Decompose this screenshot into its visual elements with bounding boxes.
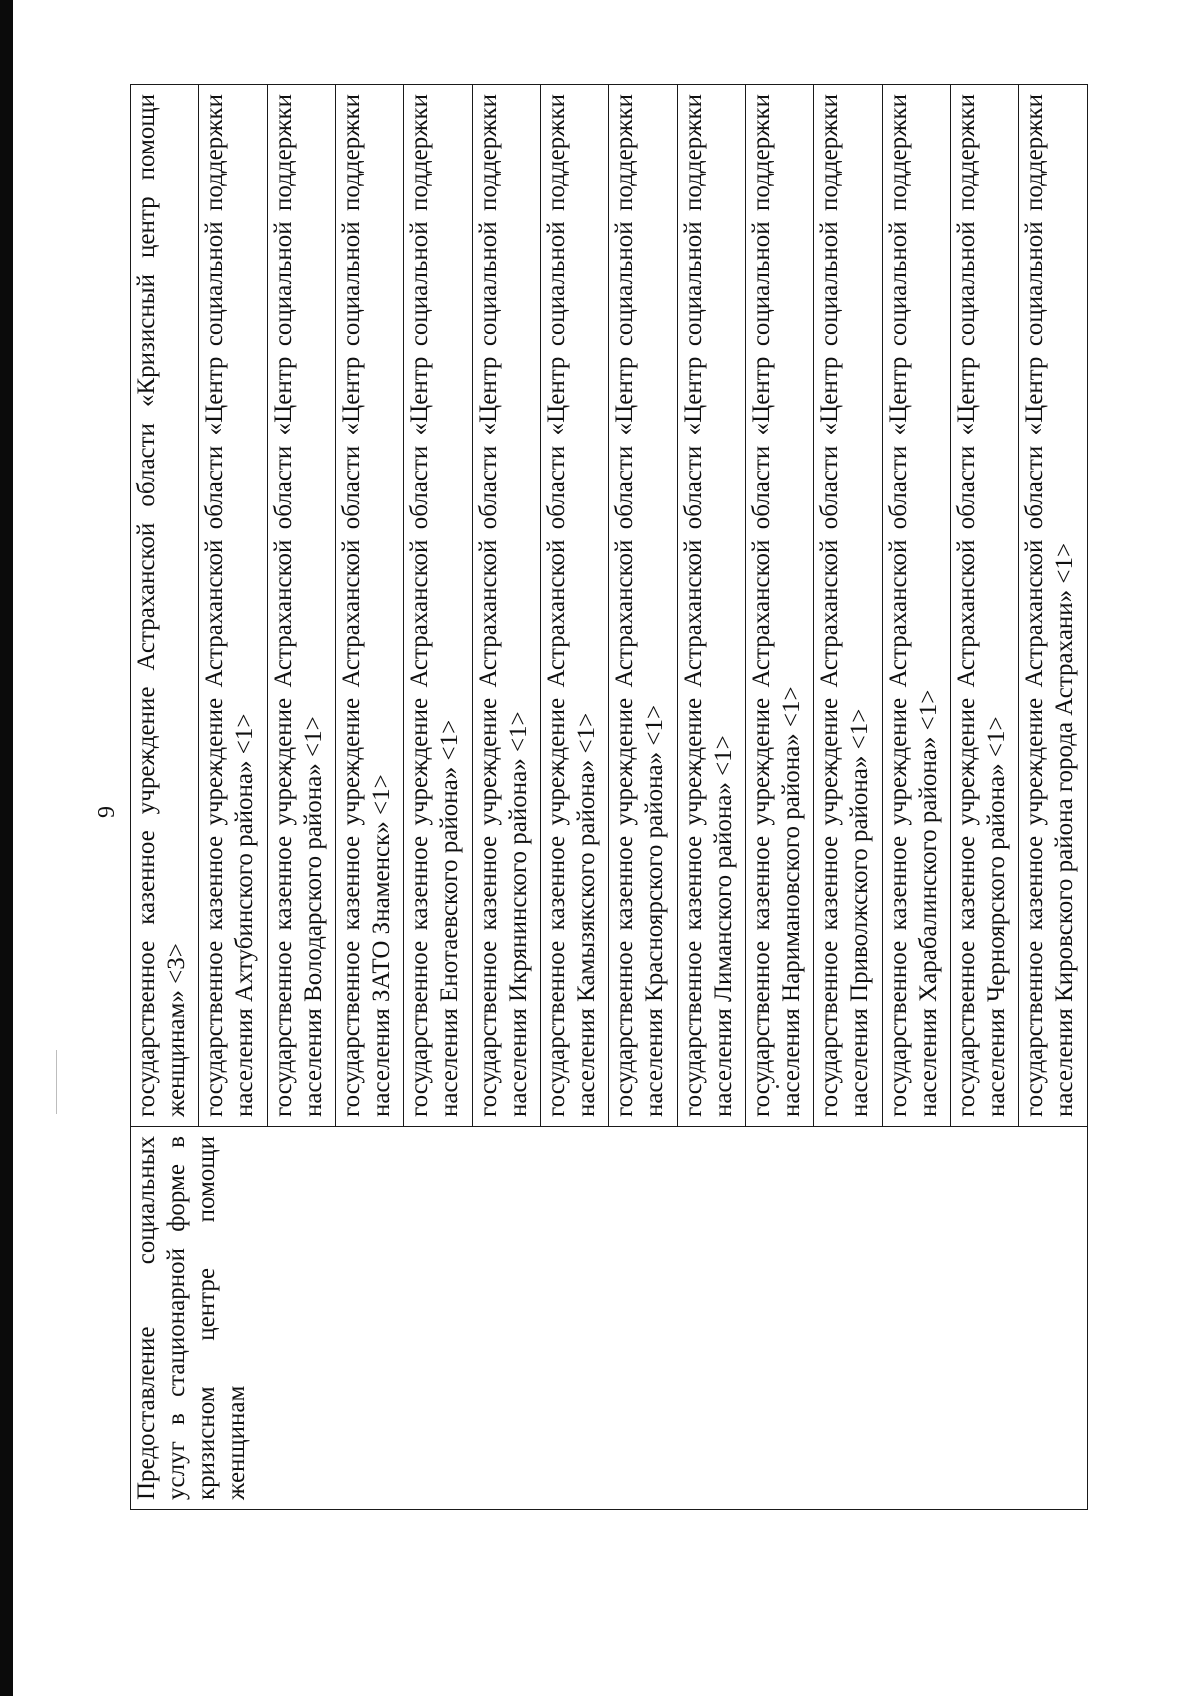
scan-fold-mark [56,1050,57,1114]
institution-cell: государственное казенное учреждение Астраханской области «Центр социальной поддержки населения Красноярского района» <1> [609,85,677,1127]
rotated-table-container [130,85,1088,1510]
institution-cell: государственное казенное учреждение Астраханской области «Центр социальной поддержки населения Икрянинского района» <1> [472,85,540,1127]
institution-cell: государственное казенное учреждение Астраханской области «Центр социальной поддержки населения ЗАТО Знаменск» <1> [336,85,404,1127]
institution-cell: государственное казенное учреждение Астраханской области «Центр социальной поддержки населения Енотаевского района» <1> [404,85,472,1127]
institution-cell: государственное казенное учреждение Астраханской области «Кризисный центр помощи женщинам» <3> [131,85,199,1127]
institution-cell: государственное казенное учреждение Астраханской области «Центр социальной поддержки населения Камызякского района» <1> [541,85,609,1127]
service-cell: Предоставление социальных услуг в стационарной форме в кризисном центре помощи женщинам [131,1127,1088,1510]
institution-cell: государственное казенное учреждение Астраханской области «Центр социальной поддержки населения Черноярского района» <1> [951,85,1019,1127]
table-row [131,85,199,1510]
services-table [130,84,1088,1510]
scan-edge [0,0,13,1696]
institution-cell: государственное казенное учреждение Астраханской области «Центр социальной поддержки населения Ахтубинского района» <1> [199,85,267,1127]
institution-cell: государственное казенное учреждение Астраханской области «Центр социальной поддержки населения Приволжского района» <1> [814,85,882,1127]
institution-cell: государственное казенное учреждение Астраханской области «Центр социальной поддержки населения Володарского района» <1> [267,85,335,1127]
institution-cell: государственное казенное учреждение Астраханской области «Центр социальной поддержки населения Кировского района города Астрахани» <1> [1019,85,1088,1127]
institution-cell: государственное казенное учреждение Астраханской области «Центр социальной поддержки населения Харабалинского района» <1> [882,85,950,1127]
table-body [131,85,1088,1510]
institution-cell: государственное казенное учреждение Астраханской области «Центр социальной поддержки населения Наримановского района» <1> [746,85,814,1127]
page-number: 9 [94,806,120,818]
institution-cell: государственное казенное учреждение Астраханской области «Центр социальной поддержки населения Лиманского района» <1> [677,85,745,1127]
